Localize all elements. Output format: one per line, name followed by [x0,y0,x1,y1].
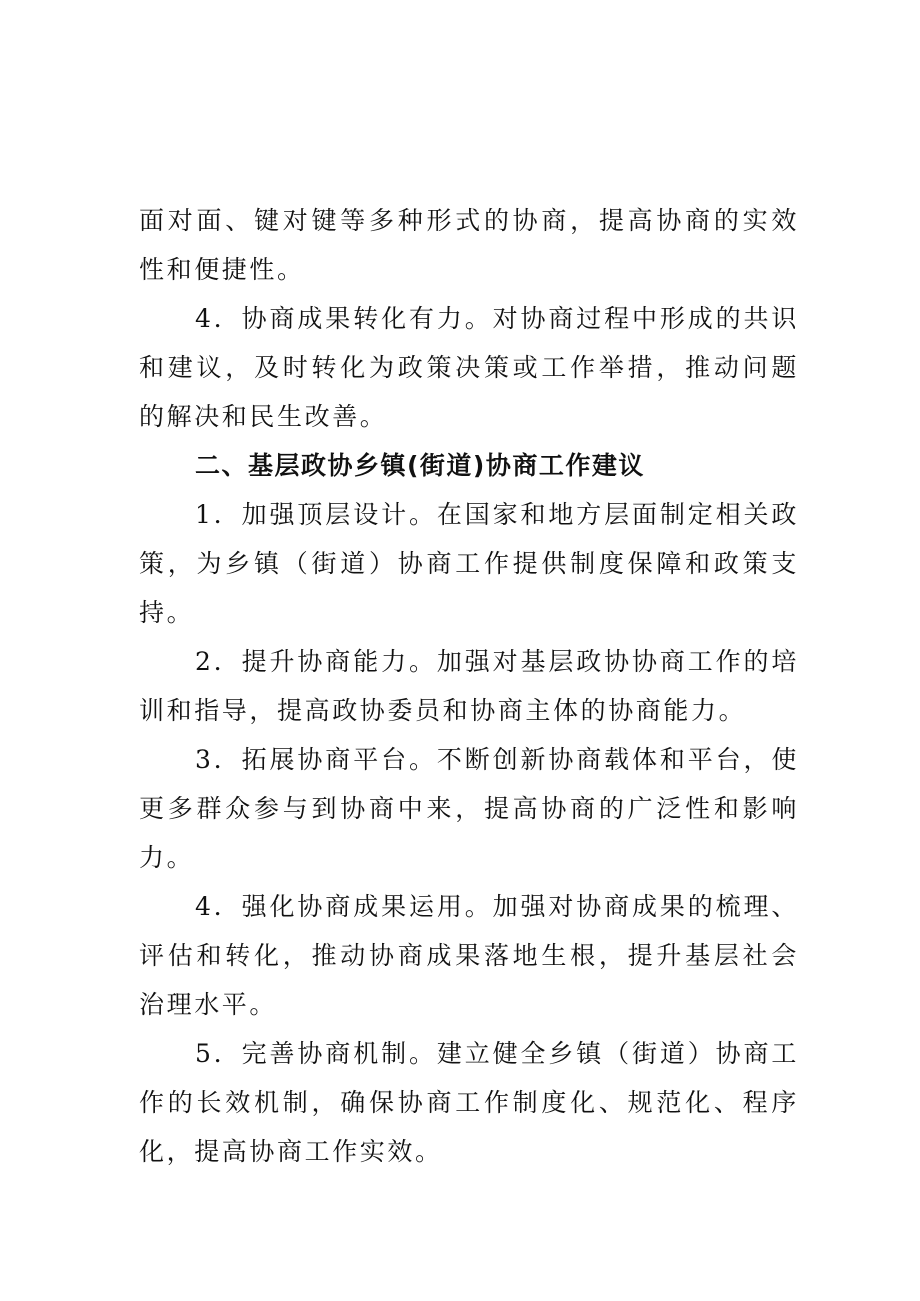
paragraph-item-4-results-application: 4．强化协商成果运用。加强对协商成果的梳理、评估和转化，推动协商成果落地生根，提升基层社会治理水平。 [139,892,799,1019]
paragraph-item-3-platforms: 3．拓展协商平台。不断创新协商载体和平台，使更多群众参与到协商中来，提高协商的广泛性和影响力。 [139,745,799,872]
paragraph-item-4-results-conversion: 4．协商成果转化有力。对协商过程中形成的共识和建议，及时转化为政策决策或工作举措，推动问题的解决和民生改善。 [139,304,799,431]
section-heading: 二、基层政协乡镇(街道)协商工作建议 [195,451,645,480]
paragraph-continuation: 面对面、键对键等多种形式的协商，提高协商的实效性和便捷性。 [139,206,799,284]
paragraph-item-1-top-level-design: 1．加强顶层设计。在国家和地方层面制定相关政策，为乡镇（街道）协商工作提供制度保障和政策支持。 [139,500,799,627]
document-body [139,196,799,1176]
paragraph-item-5-mechanism: 5．完善协商机制。建立健全乡镇（街道）协商工作的长效机制，确保协商工作制度化、规范化、程序化，提高协商工作实效。 [139,1039,799,1166]
paragraph-item-2-capacity: 2．提升协商能力。加强对基层政协协商工作的培训和指导，提高政协委员和协商主体的协商能力。 [139,647,799,725]
